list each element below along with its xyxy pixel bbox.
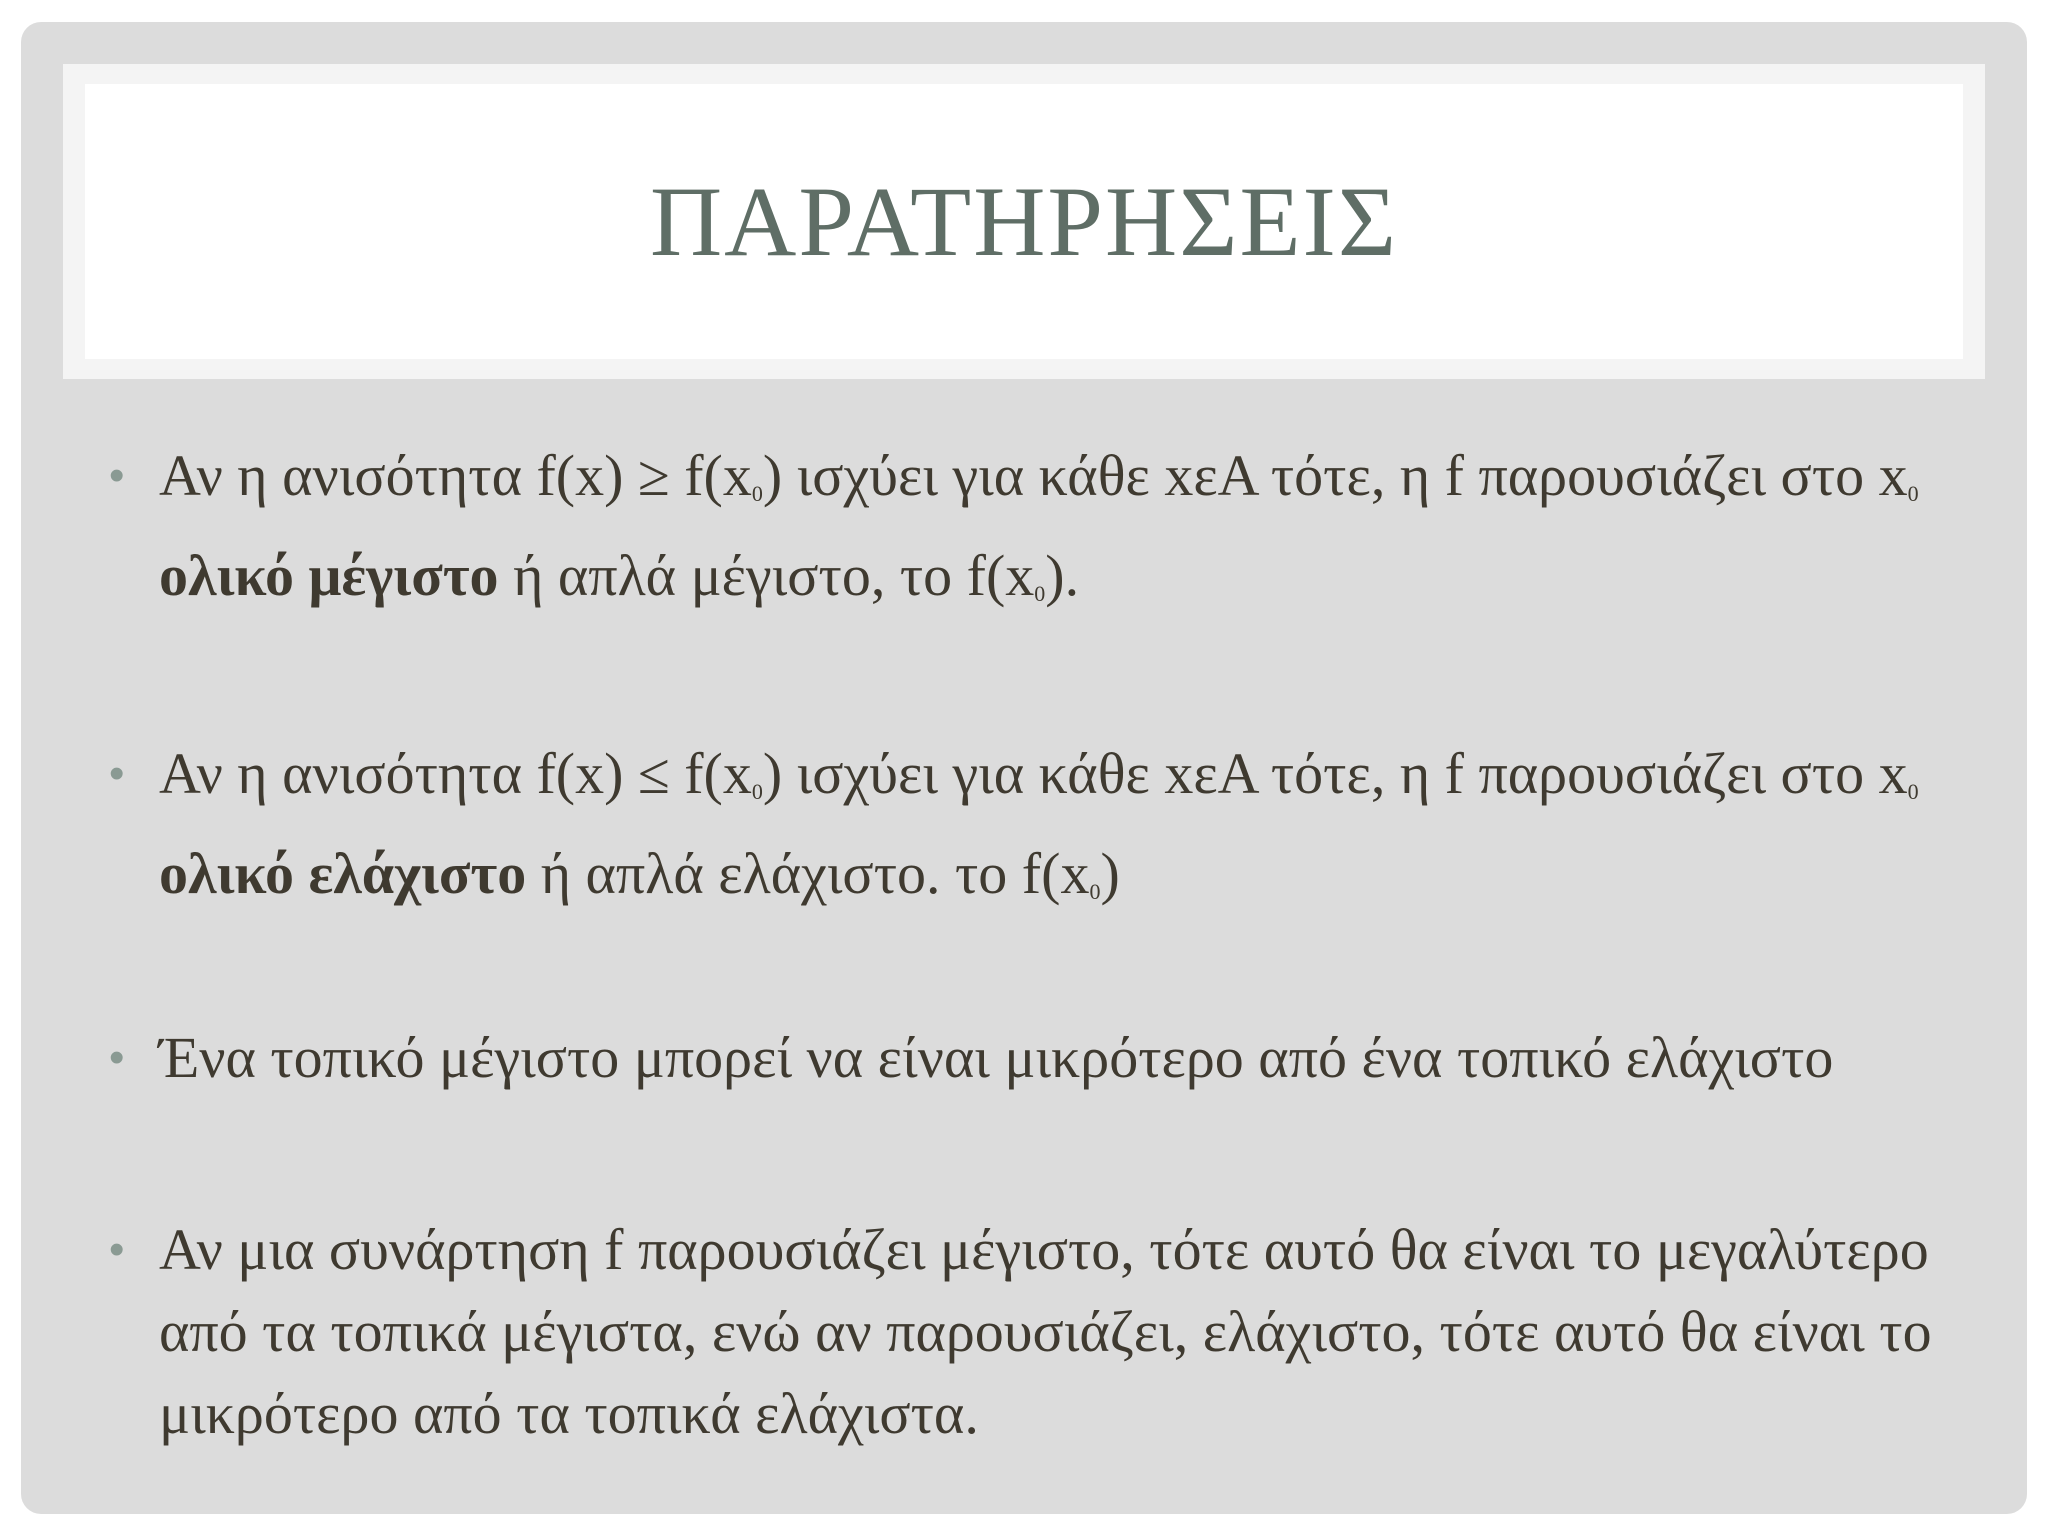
bullet-local-comparison: [91, 1017, 1991, 1099]
bullet-text: Αν η ανισότητα f(x) ≥ f(x: [159, 443, 752, 508]
bullet-text: ): [1100, 841, 1120, 906]
bullet-marker: •: [109, 451, 125, 500]
title-frame: [63, 64, 1985, 379]
slide-title: ΠΑΡΑΤΗΡΗΣΕΙΣ: [649, 166, 1399, 277]
subscript-zero: 0: [751, 481, 763, 506]
subscript-zero: 0: [751, 779, 763, 804]
subscript-zero: 0: [1907, 779, 1919, 804]
bullet-text: Ένα τοπικό μέγιστο μπορεί να είναι μικρότερο από ένα τοπικό ελάχιστο: [159, 1025, 1834, 1090]
bullet-marker: •: [109, 749, 125, 798]
bullet-list: [91, 417, 1991, 1455]
bold-term-global-minimum: ολικό ελάχιστο: [159, 841, 527, 906]
bullet-text: Αν η ανισότητα f(x) ≤ f(x: [159, 741, 752, 806]
bullet-text: ) ισχύει για κάθε xεA τότε, η f παρουσιάζει στο x: [762, 741, 1908, 806]
title-box: [85, 84, 1963, 359]
bullet-text: ).: [1045, 543, 1080, 608]
bullet-global-minimum: [91, 733, 1991, 933]
bullet-text: ή απλά μέγιστο, το f(x: [498, 543, 1035, 608]
bullet-global-vs-local: [91, 1209, 1991, 1455]
bullet-text: ) ισχύει για κάθε xεA τότε, η f παρουσιάζει στο x: [762, 443, 1908, 508]
bold-term-global-maximum: ολικό μέγιστο: [159, 543, 499, 608]
slide: [21, 22, 2027, 1514]
subscript-zero: 0: [1089, 879, 1101, 904]
bullet-global-maximum: [91, 435, 1991, 635]
bullet-text: Αν μια συνάρτηση f παρουσιάζει μέγιστο, τότε αυτό θα είναι το μεγαλύτερο από τα τοπικά μέγιστα, ενώ αν παρουσιάζει, ελάχιστο, τότε αυτό θα είναι το μικρότερο από τα τοπικά ελάχιστα.: [159, 1217, 1932, 1446]
bullet-marker: •: [109, 1033, 125, 1082]
bullet-marker: •: [109, 1225, 125, 1274]
subscript-zero: 0: [1907, 481, 1919, 506]
subscript-zero: 0: [1034, 581, 1046, 606]
bullet-text: ή απλά ελάχιστο. το f(x: [526, 841, 1090, 906]
